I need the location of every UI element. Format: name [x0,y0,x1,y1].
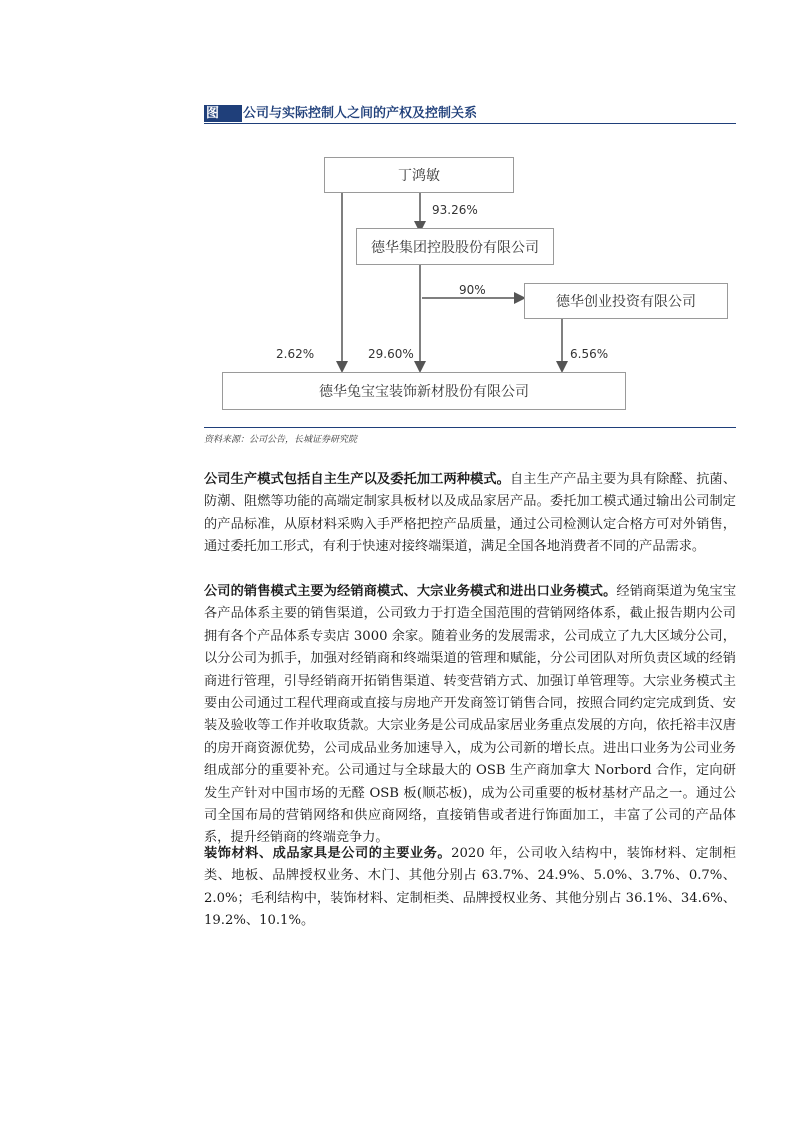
paragraph-business-lead: 装饰材料、成品家具是公司的主要业务。 [204,846,452,861]
paragraph-sales-body: 经销商渠道为兔宝宝各产品体系主要的销售渠道，公司致力于打造全国范围的营销网络体系，截止报告期内公司拥有各个产品体系专卖店 3000 余家。随着业务的发展需求，公司成立了九大区域分公司，以分公司为抓手，加强对经销商和终端渠道的管理和赋能，分公司团队对所负责区域的经销商进行管理，引导经销商开拓销售渠道、转变营销方式、加强订单管理等。大宗业务模式主要由公司通过工程代理商或直接与房地产开发商签订销售合同，按照合同约定完成到货、安装及验收等工作并收取货款。大宗业务是公司成品家居业务重点发展的方向，依托裕丰汉唐的房开商资源优势，公司成品业务加速导入，成为公司新的增长点。进出口业务为公司业务组成部分的重要补充。公司通过与全球最大的 OSB 生产商加拿大 Norbord 合作，定向研发生产针对中国市场的无醛 OSB 板(顺芯板)，成为公司重要的板材基材产品之一。通过公司全国布局的营销网络和供应商网络，直接销售或者进行饰面加工，丰富了公司的产品体系，提升经销商的终端竞争力。 [204,584,737,846]
paragraph-business-body: 2020 年，公司收入结构中，装饰材料、定制柜类、地板、品牌授权业务、木门、其他分别占 63.7%、24.9%、5.0%、3.7%、0.7%、2.0%；毛利结构中，装饰材料、定制柜类、品牌授权业务、其他分别占 36.1%、34.6%、19.2%、10.1%。 [204,846,736,929]
paragraph-sales-lead: 公司的销售模式主要为经销商模式、大宗业务模式和进出口业务模式。 [204,584,617,599]
ownership-diagram [204,135,736,425]
paragraph-business [204,843,736,933]
pct-venture-to-company: 6.56% [570,347,609,361]
paragraph-production [204,469,736,559]
node-controller: 丁鸿敏 [324,157,514,193]
figure-label: 图 1： [204,105,242,122]
paragraph-sales [204,581,736,850]
node-company: 德华兔宝宝装饰新材股份有限公司 [222,372,626,410]
pct-controller-to-group: 93.26% [432,203,478,217]
node-group: 德华集团控股股份有限公司 [356,228,554,265]
figure-bottom-rule [204,427,736,428]
paragraph-production-lead: 公司生产模式包括自主生产以及委托加工两种模式。 [204,472,510,487]
node-venture: 德华创业投资有限公司 [524,283,728,319]
pct-group-to-venture: 90% [459,283,486,297]
pct-controller-to-company: 2.62% [276,347,315,361]
figure-source: 资料来源：公司公告，长城证券研究院 [204,435,358,445]
paragraph-production-body: 自主生产产品主要为具有除醛、抗菌、防潮、阻燃等功能的高端定制家具板材以及成品家居产品。委托加工模式通过输出公司制定的产品标准，从原材料采购入手严格把控产品质量，通过公司检测认定合格方可对外销售，通过委托加工形式，有利于快速对接终端渠道，满足全国各地消费者不同的产品需求。 [204,472,737,555]
figure-title: 公司与实际控制人之间的产权及控制关系 [243,106,478,121]
pct-group-to-company: 29.60% [368,347,414,361]
figure-title-bar [204,105,736,138]
